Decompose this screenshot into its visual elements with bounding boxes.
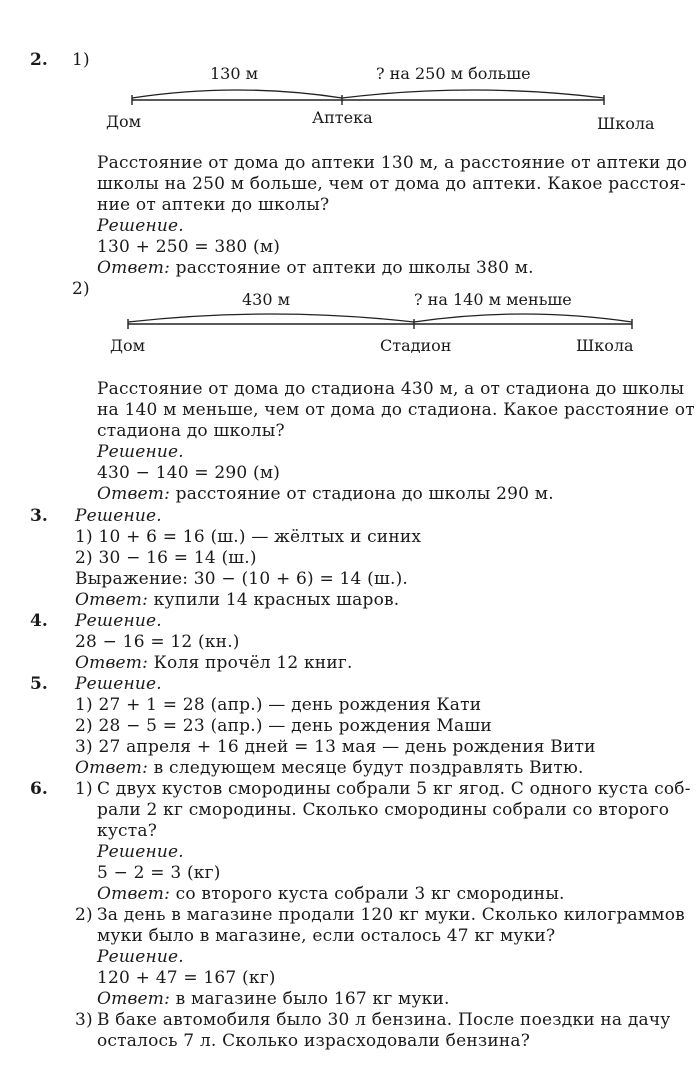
answer-text: расстояние от аптеки до школы 380 м. xyxy=(175,258,534,278)
problem-6-1-text-line: С двух кустов смородины собрали 5 кг ягод. С одного куста соб- xyxy=(97,779,691,799)
problem-4-line: 28 − 16 = 12 (кн.) xyxy=(75,632,240,652)
answer-text: со второго куста собрали 3 кг смородины. xyxy=(175,884,565,904)
diagram1-brace-right xyxy=(342,90,604,98)
problem-2-2-text-line: на 140 м меньше, чем от дома до стадиона. Какое расстояние от xyxy=(97,400,695,420)
diagram2-brace-left xyxy=(128,314,414,322)
problem-6-1-answer xyxy=(97,884,565,905)
diagram2-point-school: Школа xyxy=(576,336,634,355)
problem-6-2-text-line: За день в магазине продали 120 кг муки. Сколько килограммов xyxy=(97,905,685,925)
diagram1-brace-left xyxy=(132,90,342,98)
diagram1-point-home: Дом xyxy=(106,112,142,131)
diagram2-point-home: Дом xyxy=(110,336,146,355)
diagram2-brace-right xyxy=(414,314,632,322)
problem-3-line: Выражение: 30 − (10 + 6) = 14 (ш.). xyxy=(75,569,409,589)
problem-2-1-solution-label: Решение. xyxy=(97,216,184,236)
problem-6-1-text-line: куста? xyxy=(97,821,158,841)
problem-5-line: 2) 28 − 5 = 23 (апр.) — день рождения Маши xyxy=(75,716,492,736)
problem-2-1-calculation: 130 + 250 = 380 (м) xyxy=(97,237,281,257)
problem-2-1-answer xyxy=(97,258,534,279)
problem-2-1-text-line: школы на 250 м больше, чем от дома до аптеки. Какое расстоя- xyxy=(97,174,686,194)
diagram2-line xyxy=(0,306,700,336)
answer-label: Ответ: xyxy=(97,884,171,904)
problem-5-answer xyxy=(75,758,584,779)
problem-2-2-text-line: стадиона до школы? xyxy=(97,421,285,441)
problem-3-line: 2) 30 − 16 = 14 (ш.) xyxy=(75,548,257,568)
problem-5-line: 3) 27 апреля + 16 дней = 13 мая — день рождения Вити xyxy=(75,737,596,757)
answer-text: в следующем месяце будут поздравлять Витю. xyxy=(153,758,584,778)
problem-5-solution-label: Решение. xyxy=(75,674,162,694)
answer-label: Ответ: xyxy=(75,590,149,610)
diagram2-segment-left-label: 430 м xyxy=(242,290,291,309)
problem-4-solution-label: Решение. xyxy=(75,611,162,631)
diagram1-segment-left-label: 130 м xyxy=(210,64,259,83)
problem-3-line: 1) 10 + 6 = 16 (ш.) — жёлтых и синих xyxy=(75,527,422,547)
problem-6-2-calculation: 120 + 47 = 167 (кг) xyxy=(97,968,276,988)
problem-2-2-calculation: 430 − 140 = 290 (м) xyxy=(97,463,281,483)
problem-2-1-text-line: Расстояние от дома до аптеки 130 м, а расстояние от аптеки до xyxy=(97,153,688,173)
problem-6-3-text-line: В баке автомобиля было 30 л бензина. После поездки на дачу xyxy=(97,1010,671,1030)
problem-2-2-text-line: Расстояние от дома до стадиона 430 м, а от стадиона до школы xyxy=(97,379,685,399)
problem-2-2-answer xyxy=(97,484,554,505)
problem-6-2-solution-label: Решение. xyxy=(97,947,184,967)
diagram2-segment-right-label: ? на 140 м меньше xyxy=(414,290,572,309)
problem-2-sub1-index: 1) xyxy=(72,50,90,70)
problem-2-number: 2. xyxy=(30,50,48,70)
answer-text: расстояние от стадиона до школы 290 м. xyxy=(175,484,554,504)
problem-2-2-solution-label: Решение. xyxy=(97,442,184,462)
diagram1-point-school: Школа xyxy=(597,114,655,133)
problem-6-3-text-line: осталось 7 л. Сколько израсходовали бензина? xyxy=(97,1031,531,1051)
answer-label: Ответ: xyxy=(97,989,171,1009)
problem-6-1-solution-label: Решение. xyxy=(97,842,184,862)
problem-6-2-answer xyxy=(97,989,450,1010)
answer-label: Ответ: xyxy=(75,758,149,778)
answer-text: купили 14 красных шаров. xyxy=(153,590,400,610)
answer-text: в магазине было 167 кг муки. xyxy=(175,989,450,1009)
problem-6-number: 6. xyxy=(30,779,48,799)
problem-6-1-text-line: рали 2 кг смородины. Сколько смородины собрали со второго xyxy=(97,800,670,820)
problem-6-2-text-line: муки было в магазине, если осталось 47 кг муки? xyxy=(97,926,556,946)
problem-6-1-calculation: 5 − 2 = 3 (кг) xyxy=(97,863,221,883)
diagram1-segment-right-label: ? на 250 м больше xyxy=(376,64,531,83)
diagram1-point-pharmacy: Аптека xyxy=(312,108,373,127)
answer-label: Ответ: xyxy=(97,484,171,504)
problem-3-solution-label: Решение. xyxy=(75,506,162,526)
problem-5-line: 1) 27 + 1 = 28 (апр.) — день рождения Кати xyxy=(75,695,482,715)
problem-2-1-text-line: ние от аптеки до школы? xyxy=(97,195,330,215)
problem-4-answer xyxy=(75,653,353,674)
problem-6-sub3-index: 3) xyxy=(75,1010,93,1030)
problem-5-number: 5. xyxy=(30,674,48,694)
problem-3-number: 3. xyxy=(30,506,48,526)
problem-4-number: 4. xyxy=(30,611,48,631)
problem-6-sub2-index: 2) xyxy=(75,905,93,925)
problem-3-answer xyxy=(75,590,399,611)
problem-2-sub2-index: 2) xyxy=(72,279,90,299)
answer-label: Ответ: xyxy=(97,258,171,278)
answer-label: Ответ: xyxy=(75,653,149,673)
diagram2-point-stadium: Стадион xyxy=(380,336,452,355)
problem-6-sub1-index: 1) xyxy=(75,779,93,799)
answer-text: Коля прочёл 12 книг. xyxy=(153,653,353,673)
